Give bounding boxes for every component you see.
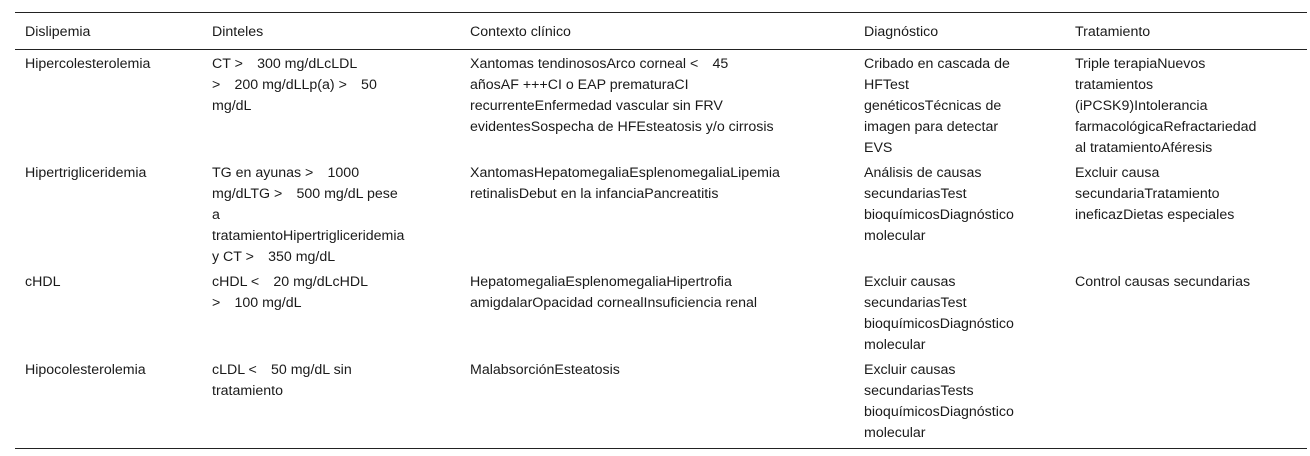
cell-dislipemia: Hipertrigliceridemia bbox=[25, 165, 147, 181]
dyslipidemia-table bbox=[15, 12, 1307, 449]
cell-dislipemia: Hipocolesterolemia bbox=[15, 357, 202, 449]
table-row bbox=[15, 50, 1307, 161]
cell-contexto: HepatomegaliaEsplenomegaliaHipertrofia amigdalarOpacidad cornealInsuficiencia renal bbox=[470, 274, 758, 311]
cell-dinteles: cLDL < 50 mg/dL sin tratamiento bbox=[202, 357, 460, 449]
cell-tratamiento bbox=[1065, 357, 1307, 449]
header-row bbox=[15, 13, 1307, 50]
header-tratamiento: Tratamiento bbox=[1065, 13, 1307, 50]
table-body bbox=[15, 50, 1307, 449]
cell-dinteles: TG en ayunas > 1000 mg/dLTG > 500 mg/dL pese a tratamientoHipertrigliceridemia y CT > 350 mg/dL bbox=[212, 165, 405, 265]
header-diagnostico: Diagnóstico bbox=[854, 13, 1065, 50]
cell-contexto: Xantomas tendinososArco corneal < 45 añosAF +++CI o EAP prematuraCI recurrenteEnfermedad vascular sin FRV evidentesSospecha de HFEsteatosis y/o cirrosis bbox=[470, 56, 774, 135]
cell-diagnostico: Análisis de causas secundariasTest bioquímicosDiagnóstico molecular bbox=[864, 165, 1014, 244]
table-row bbox=[15, 160, 1307, 269]
table-row bbox=[15, 357, 1307, 449]
cell-dinteles: CT > 300 mg/dLcLDL > 200 mg/dLLp(a) > 50 mg/dL bbox=[212, 56, 377, 114]
header-dislipemia: Dislipemia bbox=[15, 13, 202, 50]
table-header bbox=[15, 13, 1307, 50]
dyslipidemia-table-container bbox=[15, 12, 1307, 449]
cell-tratamiento: Triple terapiaNuevos tratamientos (iPCSK9)Intolerancia farmacológicaRefractariedad al tratamientoAféresis bbox=[1075, 56, 1257, 156]
cell-diagnostico: Cribado en cascada de HFTest genéticosTécnicas de imagen para detectar EVS bbox=[864, 56, 1010, 156]
cell-dinteles: cHDL < 20 mg/dLcHDL > 100 mg/dL bbox=[212, 274, 368, 311]
cell-tratamiento: Control causas secundarias bbox=[1075, 274, 1251, 290]
cell-tratamiento: Excluir causa secundariaTratamiento ineficazDietas especiales bbox=[1075, 165, 1235, 223]
cell-dislipemia: Hipercolesterolemia bbox=[25, 56, 151, 72]
header-dinteles: Dinteles bbox=[202, 13, 460, 50]
cell-diagnostico: Excluir causas secundariasTest bioquímicosDiagnóstico molecular bbox=[864, 274, 1014, 353]
table-row bbox=[15, 269, 1307, 357]
cell-diagnostico: Excluir causas secundariasTests bioquímicosDiagnóstico molecular bbox=[854, 357, 1065, 449]
header-contexto-clinico: Contexto clínico bbox=[460, 13, 854, 50]
cell-contexto: MalabsorciónEsteatosis bbox=[460, 357, 854, 449]
cell-contexto: XantomasHepatomegaliaEsplenomegaliaLipemia retinalisDebut en la infanciaPancreatitis bbox=[470, 165, 780, 202]
cell-dislipemia: cHDL bbox=[25, 274, 61, 290]
